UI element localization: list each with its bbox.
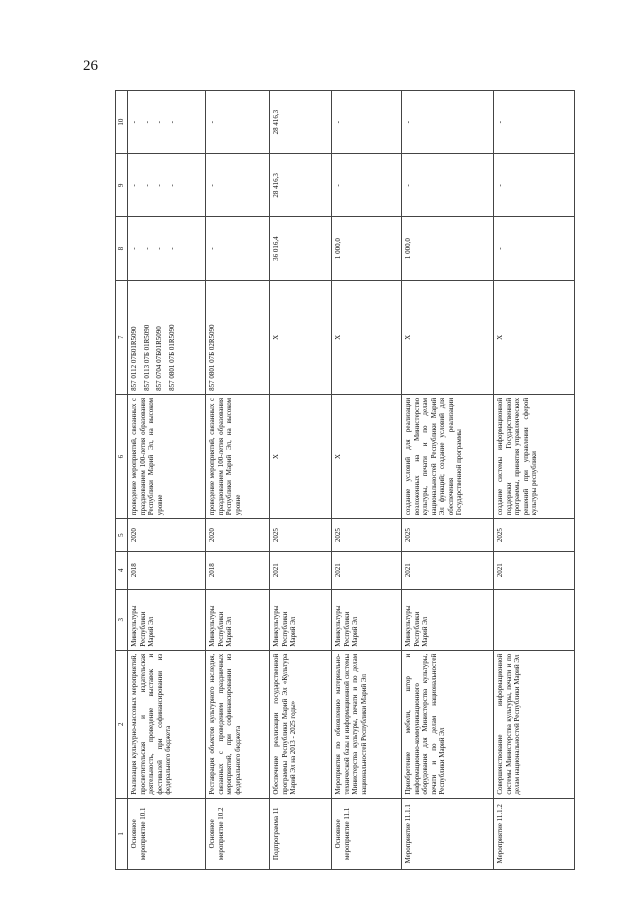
cell-value: -	[142, 184, 151, 187]
row-value-col9	[128, 154, 206, 217]
cell-value: -	[142, 120, 151, 124]
cell-value: -	[155, 120, 164, 124]
row-end-year: 2025	[270, 519, 332, 552]
col-header-7: 7	[116, 280, 128, 394]
row-value-col10: -	[402, 91, 494, 154]
cell-value: -	[167, 247, 176, 250]
row-end-year: 2025	[402, 519, 494, 552]
cell-value: -	[142, 247, 151, 250]
row-start-year: 2021	[332, 551, 402, 589]
row-value-col9: -	[494, 154, 575, 217]
budget-code: 857 0801 07Б 01R5090	[167, 324, 176, 391]
row-budget-codes: Х	[402, 280, 494, 394]
row-budget-codes	[128, 280, 206, 394]
col-header-9: 9	[116, 154, 128, 217]
col-header-10: 10	[116, 91, 128, 154]
header-row	[116, 91, 128, 870]
row-code: Подпрограмма 11	[270, 798, 332, 869]
row-value-col8: -	[494, 217, 575, 280]
row-value-col10: -	[494, 91, 575, 154]
row-start-year: 2021	[270, 551, 332, 589]
row-budget-codes	[206, 280, 270, 394]
table-row	[128, 91, 206, 870]
table-row	[402, 91, 494, 870]
row-executor: Минкультуры Республики Марий Эл	[128, 589, 206, 650]
row-title: Реставрация объектов культурного наследия, связанных с проведением праздничных мероприятий, при софинансировании из федерального бюджета	[206, 650, 270, 798]
row-budget-codes: Х	[270, 280, 332, 394]
row-budget-codes: Х	[494, 280, 575, 394]
cell-value: -	[130, 120, 138, 124]
row-start-year: 2018	[128, 551, 206, 589]
row-value-col8	[128, 217, 206, 280]
row-title: Реализация культурно-массовых мероприятий, просветительская и издательская деятельность, проведение выставок и фестивалей при софинансировании из федерального бюджета	[128, 650, 206, 798]
budget-code: 857 0704 07Б01R5090	[155, 326, 164, 391]
row-executor: Минкультуры Республики Марий Эл	[402, 589, 494, 650]
col-header-8: 8	[116, 217, 128, 280]
col-header-6: 6	[116, 394, 128, 518]
row-value-col9: -	[206, 154, 270, 217]
program-table	[115, 90, 575, 870]
row-value-col8: 1 000,0	[402, 217, 494, 280]
row-code: Основное мероприятие 10.1	[128, 798, 206, 869]
row-value-col9: -	[402, 154, 494, 217]
cell-value: -	[155, 184, 164, 187]
row-value-col8: 1 000,0	[332, 217, 402, 280]
row-start-year: 2021	[402, 551, 494, 589]
row-code: Мероприятие 11.1.1	[402, 798, 494, 869]
col-header-2: 2	[116, 650, 128, 798]
row-value-col9: -	[332, 154, 402, 217]
row-result: создание условий для реализации возложенных на Министерство культуры, печати и по делам национальностей Республики Марий Эл функций; создание условий для обеспечения реализации Государственной программы	[402, 394, 494, 518]
row-result: Х	[270, 394, 332, 518]
table-row	[206, 91, 270, 870]
row-result: проведение мероприятий, связанных с празднованием 100-летия образования Республики Марий Эл, на высоком уровне	[128, 394, 206, 518]
row-code: Основное мероприятие 11.1	[332, 798, 402, 869]
row-result: создание системы информационной поддержки Государственной программы, принятия управленческих решений при управлении сферой культуры республики	[494, 394, 575, 518]
row-executor	[494, 589, 575, 650]
table-row	[270, 91, 332, 870]
page-number: 26	[83, 58, 98, 74]
row-code: Основное мероприятие 10.2	[206, 798, 270, 869]
col-header-3: 3	[116, 589, 128, 650]
row-result: проведение мероприятий, связанных с празднованием 100-летия образования Республики Марий Эл, на высоком уровне	[206, 394, 270, 518]
row-budget-codes: Х	[332, 280, 402, 394]
row-executor: Минкультуры Республики Марий Эл	[270, 589, 332, 650]
row-title: Мероприятия по обновлению материально-технической базы и информационной системы Министерства культуры, печати и по делам национальностей Республики Марий Эл	[332, 650, 402, 798]
row-value-col10: -	[206, 91, 270, 154]
row-value-col10: 28 416,3	[270, 91, 332, 154]
budget-code: 857 0112 07Б01R5090	[130, 326, 138, 391]
cell-value: -	[167, 184, 176, 187]
col-header-1: 1	[116, 798, 128, 869]
row-title: Приобретение мебели, штор и информационно-коммуникационного оборудования для Министерства культуры, печати и по делам национальностей Республики Марий Эл	[402, 650, 494, 798]
row-value-col8: 36 016,4	[270, 217, 332, 280]
row-end-year: 2025	[332, 519, 402, 552]
col-header-4: 4	[116, 551, 128, 589]
row-result: Х	[332, 394, 402, 518]
rotated-table-container	[115, 90, 575, 870]
row-start-year: 2021	[494, 551, 575, 589]
row-value-col10: -	[332, 91, 402, 154]
cell-value: -	[155, 247, 164, 250]
col-header-5: 5	[116, 519, 128, 552]
row-end-year: 2020	[128, 519, 206, 552]
table-row	[332, 91, 402, 870]
row-end-year: 2025	[494, 519, 575, 552]
row-value-col8: -	[206, 217, 270, 280]
row-code: Мероприятие 11.1.2	[494, 798, 575, 869]
row-end-year: 2020	[206, 519, 270, 552]
cell-value: -	[167, 120, 176, 124]
row-value-col9: 28 416,3	[270, 154, 332, 217]
row-value-col10	[128, 91, 206, 154]
row-start-year: 2018	[206, 551, 270, 589]
row-executor: Минкультуры Республики Марий Эл	[206, 589, 270, 650]
row-title: Совершенствование информационной системы Министерства культуры, печати и по делам национальностей Республики Марий Эл	[494, 650, 575, 798]
row-executor: Минкультуры Республики Марий Эл	[332, 589, 402, 650]
budget-code: 857 0801 07Б 02R5090	[208, 324, 216, 391]
budget-code: 857 0113 07Б 01R5090	[142, 324, 151, 391]
cell-value: -	[130, 184, 138, 187]
table-row	[494, 91, 575, 870]
cell-value: -	[130, 247, 138, 250]
row-title: Обеспечение реализации государственной программы Республики Марий Эл «Культура Марий Эл на 2013 - 2025 годы»	[270, 650, 332, 798]
